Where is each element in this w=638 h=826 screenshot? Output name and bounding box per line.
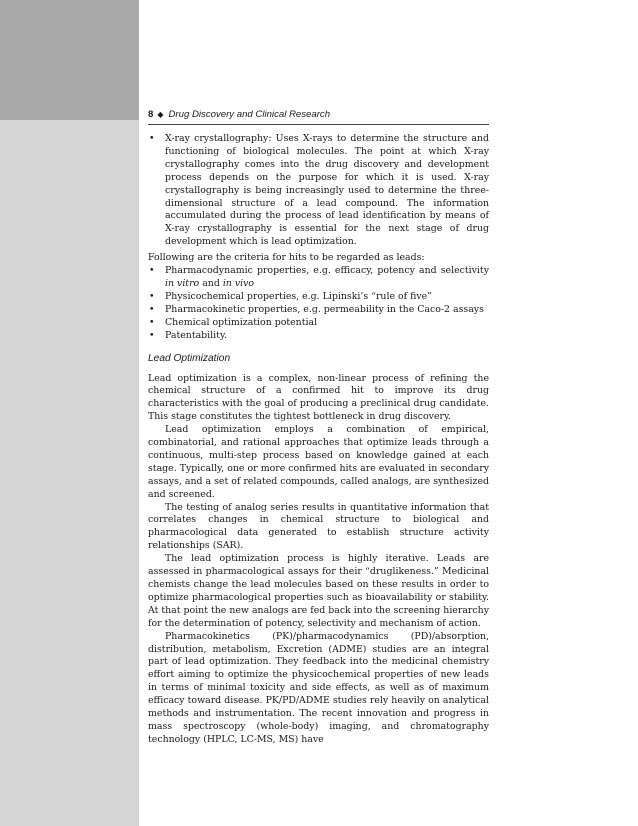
book-title: Drug Discovery and Clinical Research (168, 109, 331, 120)
body-paragraph: The lead optimization process is highly iterative. Leads are assessed in pharmacological assays for their “druglikeness.” Medicinal chemists change the lead molecules based on these results in order to optimize pharmacological properties such as bioavailability or stability. At that point the new analogs are fed back into the screening hierarchy for the determination of potency, selectivity and mechanism of action. (148, 553, 489, 629)
body-paragraph: Lead optimization is a complex, non-linear process of refining the chemical structure of a confirmed hit to improve its drug characteristics with the goal of producing a preclinical drug candidate. This stage constitutes the tightest bottleneck in drug discovery. (148, 372, 489, 423)
list-item: • X-ray crystallography: Uses X-rays to determine the structure and functioning of biological molecules. The point at which X-ray crystallography comes into the drug discovery and development process depends on the purpose for which it is used. X-ray crystallography is being increasingly used to determine the three-dimensional structure of a lead compound. The information accumulated during the process of lead identification by means of X-ray crystallography is essential for the next stage of drug development which is lead optimization. (148, 133, 489, 249)
criteria-emphasis: in vitro (165, 277, 200, 289)
criteria-list (148, 265, 489, 342)
criteria-intro: Following are the criteria for hits to be regarded as leads: (148, 252, 425, 264)
body-paragraph: Lead optimization employs a combination of empirical, combinatorial, and rational approaches that optimize leads through a continuous, multi-step process based on knowledge gained at each stage. Typically, one or more confirmed hits are evaluated in secondary assays, and a set of related compounds, called analogs, are synthesized and screened. (148, 424, 489, 500)
running-header (148, 108, 489, 125)
sidebar-light-band (0, 120, 139, 826)
list-item (148, 265, 489, 291)
body-paragraph: The testing of analog series results in quantitative information that correlates changes in chemical structure to biological and pharmacological data generated to establish structure activity relationships (SAR). (148, 501, 489, 552)
list-item: • Chemical optimization potential (148, 317, 489, 330)
criteria-text: Pharmacodynamic properties, e.g. efficacy, potency and selectivity (165, 265, 489, 277)
diamond-icon: ◆ (157, 110, 164, 119)
list-item: • Physicochemical properties, e.g. Lipinski’s “rule of five” (148, 291, 489, 304)
criteria-text: and (199, 277, 223, 289)
page-margin-sidebar (0, 0, 139, 826)
body-paragraph: Pharmacokinetics (PK)/pharmacodynamics (PD)/absorption, distribution, metabolism, Excretion (ADME) studies are an integral part of lead optimization. They feedback into the medicinal chemistry effort aiming to optimize the physicochemical properties of new leads in terms of minimal toxicity and side effects, as well as of maximum efficacy toward disease. PK/PD/ADME studies rely heavily on analytical methods and instrumentation. The recent innovation and progress in mass spectroscopy (whole-body) imaging, and chromatography technology (HPLC, LC-MS, MS) have (148, 630, 489, 745)
criteria-emphasis: in vivo (222, 277, 255, 289)
page-content (148, 108, 489, 747)
xray-bullet-list (148, 133, 489, 249)
list-item: • Pharmacokinetic properties, e.g. permeability in the Caco-2 assays (148, 304, 489, 317)
page-number: 8 (148, 109, 154, 120)
sidebar-dark-band (0, 0, 139, 120)
section-heading: Lead Optimization (148, 352, 231, 364)
list-item: • Patentability. (148, 330, 489, 343)
